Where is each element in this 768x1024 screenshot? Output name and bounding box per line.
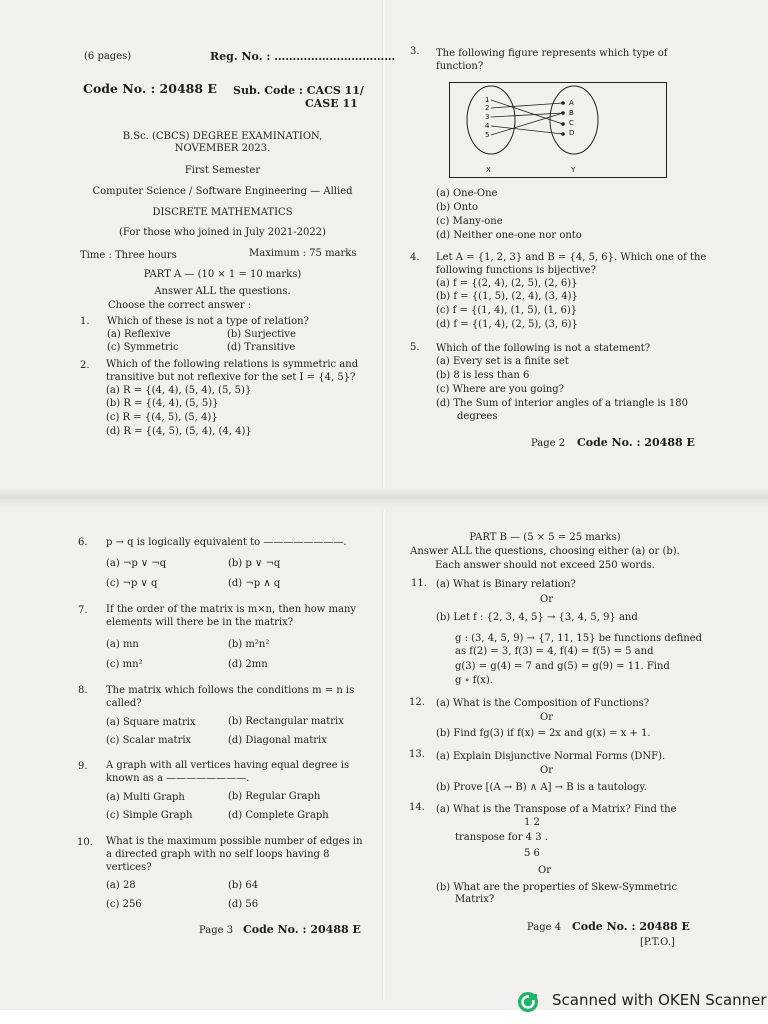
q5-option-b: (b) 8 is less than 6 bbox=[436, 370, 530, 381]
page3-number: Page 3 bbox=[199, 925, 234, 936]
q4-text-1: Let A = {1, 2, 3} and B = {4, 5, 6}. Which one of the bbox=[436, 252, 707, 263]
q13-or: Or bbox=[540, 765, 553, 776]
part-a-heading: PART A — (10 × 1 = 10 marks) bbox=[143, 269, 302, 280]
page4-number: Page 4 bbox=[527, 922, 562, 933]
q5-option-c: (c) Where are you going? bbox=[436, 384, 565, 395]
scanner-watermark: Scanned with OKEN Scanner bbox=[552, 991, 767, 1009]
q6-option-c: (c) ¬p ∨ q bbox=[106, 578, 158, 589]
q9-text-2: known as a ————————. bbox=[106, 773, 250, 784]
choose-correct: Choose the correct answer : bbox=[108, 300, 252, 311]
q1-option-a: (a) Reflexive bbox=[107, 329, 171, 340]
q3-option-b: (b) Onto bbox=[436, 202, 479, 213]
q2-text-2: transitive but not reflexive for the set I = {4, 5}? bbox=[106, 372, 356, 383]
q6-option-b: (b) p ∨ ¬q bbox=[228, 558, 281, 569]
part-b-instructions: Answer ALL the questions, choosing either (a) or (b). bbox=[410, 546, 680, 557]
time-allowed: Time : Three hours bbox=[80, 250, 177, 261]
set-y-label: Y bbox=[571, 166, 576, 174]
x-item-3: 3 bbox=[485, 113, 490, 121]
arrow-4 bbox=[491, 126, 563, 134]
q14-part-b-1: (b) What are the properties of Skew-Symmetric bbox=[436, 882, 678, 893]
department: Computer Science / Software Engineering — Allied bbox=[92, 186, 353, 197]
q13-number: 13. bbox=[409, 749, 425, 760]
q7-text-1: If the order of the matrix is m×n, then how many bbox=[106, 604, 357, 615]
q4-number: 4. bbox=[410, 252, 420, 263]
q3-option-c: (c) Many-one bbox=[436, 216, 503, 227]
q14-matrix-row-2: transpose for 4 3 . bbox=[455, 832, 548, 843]
q9-option-a: (a) Multi Graph bbox=[106, 792, 185, 803]
pto-note: [P.T.O.] bbox=[640, 937, 675, 948]
q4-option-a: (a) f = {(2, 4), (2, 5), (2, 6)} bbox=[436, 278, 578, 289]
y-item-a: A bbox=[569, 99, 574, 107]
x-item-1: 1 bbox=[485, 96, 490, 104]
q5-number: 5. bbox=[410, 342, 420, 353]
q9-text-1: A graph with all vertices having equal degree is bbox=[106, 760, 350, 771]
q13-part-a: (a) Explain Disjunctive Normal Forms (DNF). bbox=[436, 751, 666, 762]
q2-option-d: (d) R = {(4, 5), (5, 4), (4, 4)} bbox=[106, 426, 252, 437]
page2-number: Page 2 bbox=[531, 438, 566, 449]
q4-text-2: following functions is bijective? bbox=[436, 265, 596, 276]
q8-option-b: (b) Rectangular matrix bbox=[228, 716, 344, 727]
semester: First Semester bbox=[184, 165, 261, 176]
q3-text-2: function? bbox=[436, 61, 484, 72]
q2-number: 2. bbox=[80, 360, 90, 371]
word-limit: Each answer should not exceed 250 words. bbox=[435, 560, 655, 571]
x-item-5: 5 bbox=[485, 131, 490, 139]
pages-count: (6 pages) bbox=[84, 51, 132, 62]
q14-number: 14. bbox=[409, 802, 425, 813]
q6-option-a: (a) ¬p ∨ ¬q bbox=[106, 558, 167, 569]
q1-option-c: (c) Symmetric bbox=[107, 342, 179, 353]
q5-option-d-1: (d) The Sum of interior angles of a triangle is 180 bbox=[436, 398, 688, 409]
function-mapping-figure bbox=[449, 82, 667, 178]
figure-border bbox=[450, 83, 667, 178]
q3-option-d: (d) Neither one-one nor onto bbox=[436, 230, 582, 241]
q12-part-b: (b) Find fg(3) if f(x) = 2x and g(x) = x + 1. bbox=[436, 728, 651, 739]
q11-or: Or bbox=[540, 594, 553, 605]
q11-part-b-2: g : (3, 4, 5, 9) → {7, 11, 15} be functions defined bbox=[455, 633, 703, 644]
q5-text-1: Which of the following is not a statement? bbox=[436, 343, 651, 354]
q2-option-c: (c) R = {(4, 5), (5, 4)} bbox=[106, 412, 218, 423]
dot-d bbox=[562, 133, 565, 136]
x-item-2: 2 bbox=[485, 104, 490, 112]
max-marks: Maximum : 75 marks bbox=[249, 248, 357, 259]
q10-option-a: (a) 28 bbox=[106, 880, 136, 891]
q14-matrix-row-1: 1 2 bbox=[524, 817, 540, 828]
q7-option-a: (a) mn bbox=[106, 639, 139, 650]
page4-code: Code No. : 20488 E bbox=[572, 920, 690, 933]
q11-part-b-3: as f(2) = 3, f(3) = 4, f(4) = f(5) = 5 and bbox=[455, 646, 654, 657]
y-item-d: D bbox=[569, 129, 575, 137]
q6-number: 6. bbox=[78, 537, 88, 548]
q8-option-d: (d) Diagonal matrix bbox=[228, 735, 327, 746]
reg-no: Reg. No. : …………………………… bbox=[210, 50, 396, 63]
q3-number: 3. bbox=[410, 46, 420, 57]
q5-option-d-2: degrees bbox=[457, 411, 498, 422]
q7-text-2: elements will there be in the matrix? bbox=[106, 617, 294, 628]
q8-text-1: The matrix which follows the conditions m = n is bbox=[106, 685, 355, 696]
q9-option-b: (b) Regular Graph bbox=[228, 791, 321, 802]
part-b-heading: PART B — (5 × 5 = 25 marks) bbox=[469, 532, 621, 543]
q6-option-d: (d) ¬p ∧ q bbox=[228, 578, 281, 589]
sub-code-line2: CASE 11 bbox=[305, 97, 358, 110]
sub-code-line1: Sub. Code : CACS 11/ bbox=[233, 84, 364, 97]
q9-number: 9. bbox=[78, 761, 88, 772]
q12-or: Or bbox=[540, 712, 553, 723]
q13-part-b: (b) Prove [(A → B) ∧ A] → B is a tautology. bbox=[436, 782, 647, 793]
q11-number: 11. bbox=[411, 578, 427, 589]
q7-option-c: (c) mn² bbox=[106, 659, 143, 670]
horizontal-fold bbox=[0, 488, 768, 510]
q11-part-b-1: (b) Let f : {2, 3, 4, 5} → {3, 4, 5, 9} and bbox=[436, 612, 638, 623]
joined-note: (For those who joined in July 2021-2022) bbox=[119, 227, 326, 238]
q7-option-b: (b) m²n² bbox=[228, 639, 270, 650]
y-item-b: B bbox=[569, 109, 574, 117]
q12-part-a: (a) What is the Composition of Functions? bbox=[436, 698, 650, 709]
q12-number: 12. bbox=[409, 697, 425, 708]
q10-number: 10. bbox=[77, 837, 93, 848]
q14-part-a: (a) What is the Transpose of a Matrix? Find the bbox=[436, 804, 677, 815]
q1-text: Which of these is not a type of relation? bbox=[107, 316, 309, 327]
q4-option-b: (b) f = {(1, 5), (2, 4), (3, 4)} bbox=[436, 291, 578, 302]
q7-number: 7. bbox=[78, 605, 88, 616]
x-item-4: 4 bbox=[485, 122, 490, 130]
q11-part-b-4: g(3) = g(4) = 7 and g(5) = g(9) = 11. Find bbox=[455, 661, 670, 672]
q9-option-c: (c) Simple Graph bbox=[106, 810, 193, 821]
q10-text-1: What is the maximum possible number of edges in bbox=[106, 836, 363, 847]
q1-option-d: (d) Transitive bbox=[227, 342, 296, 353]
exam-title-1: B.Sc. (CBCS) DEGREE EXAMINATION, bbox=[122, 131, 323, 142]
q7-option-d: (d) 2mn bbox=[228, 659, 268, 670]
q11-part-b-5: g ∘ f(x). bbox=[455, 675, 493, 686]
q2-text-1: Which of the following relations is symmetric and bbox=[106, 359, 359, 370]
q3-text-1: The following figure represents which type of bbox=[436, 48, 668, 59]
answer-all: Answer ALL the questions. bbox=[154, 286, 291, 297]
q11-part-a: (a) What is Binary relation? bbox=[436, 579, 576, 590]
q14-or: Or bbox=[538, 865, 551, 876]
q1-option-b: (b) Surjective bbox=[227, 329, 296, 340]
scanner-logo-icon bbox=[517, 991, 539, 1013]
q1-number: 1. bbox=[80, 316, 90, 327]
page2-code: Code No. : 20488 E bbox=[577, 436, 695, 449]
y-item-c: C bbox=[569, 119, 574, 127]
dot-b bbox=[562, 112, 565, 115]
q10-option-b: (b) 64 bbox=[228, 880, 259, 891]
q2-option-b: (b) R = {(4, 4), (5, 5)} bbox=[106, 398, 219, 409]
dot-c bbox=[562, 123, 565, 126]
code-no: Code No. : 20488 E bbox=[83, 81, 217, 96]
q14-part-b-2: Matrix? bbox=[455, 894, 495, 905]
q8-option-c: (c) Scalar matrix bbox=[106, 735, 192, 746]
q6-text: p → q is logically equivalent to ————————. bbox=[106, 537, 347, 548]
exam-title-2: NOVEMBER 2023. bbox=[174, 143, 271, 154]
q5-option-a: (a) Every set is a finite set bbox=[436, 356, 569, 367]
q10-option-d: (d) 56 bbox=[228, 899, 259, 910]
q8-text-2: called? bbox=[106, 698, 142, 709]
dot-a bbox=[562, 102, 565, 105]
q3-option-a: (a) One-One bbox=[436, 188, 498, 199]
q4-option-c: (c) f = {(1, 4), (1, 5), (1, 6)} bbox=[436, 305, 578, 316]
q4-option-d: (d) f = {(1, 4), (2, 5), (3, 6)} bbox=[436, 319, 578, 330]
q10-text-2: a directed graph with no self loops having 8 bbox=[106, 849, 330, 860]
q8-option-a: (a) Square matrix bbox=[106, 717, 196, 728]
q2-option-a: (a) R = {(4, 4), (5, 4), (5, 5)} bbox=[106, 385, 252, 396]
set-x-ellipse bbox=[467, 86, 515, 154]
set-y-ellipse bbox=[550, 86, 598, 154]
q9-option-d: (d) Complete Graph bbox=[228, 810, 329, 821]
q14-matrix-row-3: 5 6 bbox=[524, 848, 540, 859]
subject: DISCRETE MATHEMATICS bbox=[152, 207, 293, 218]
q10-option-c: (c) 256 bbox=[106, 899, 142, 910]
q10-text-3: vertices? bbox=[106, 862, 152, 873]
page3-code: Code No. : 20488 E bbox=[243, 923, 361, 936]
set-x-label: X bbox=[486, 166, 491, 174]
q8-number: 8. bbox=[78, 685, 88, 696]
